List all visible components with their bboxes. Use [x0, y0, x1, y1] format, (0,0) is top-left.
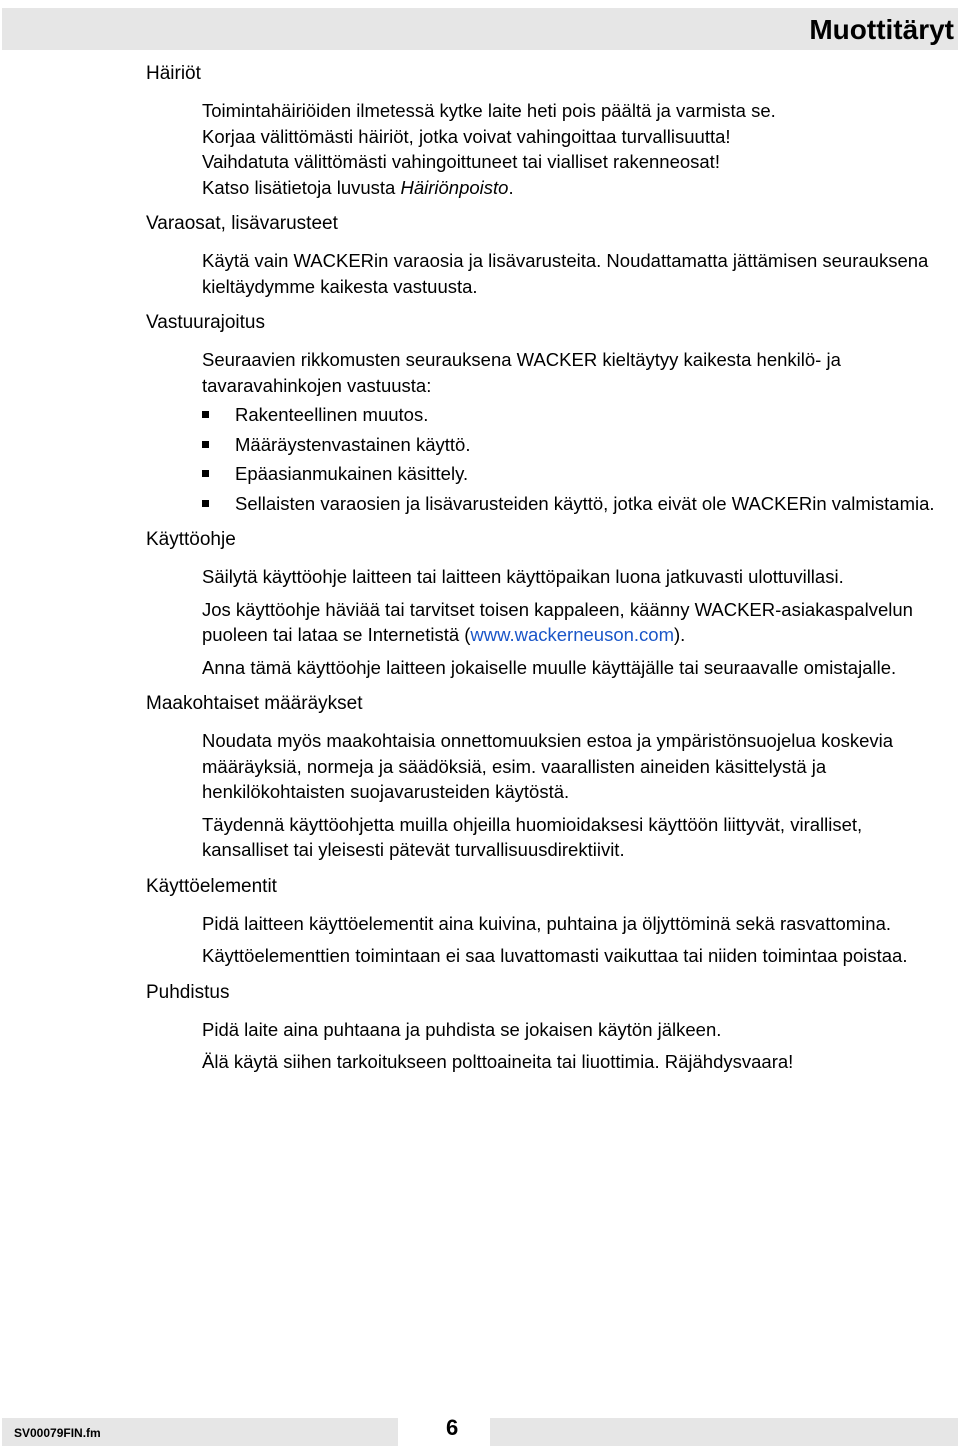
website-link[interactable]: www.wackerneuson.com [470, 624, 675, 645]
list-item [202, 491, 950, 517]
section-title-varaosat: Varaosat, lisävarusteet [146, 213, 338, 234]
list-item [202, 461, 950, 487]
text-span: Jos käyttöohje häviää tai tarvitset toisen kappaleen, käänny WACKER-asiakaspalvelun puoleen tai lataa se Internetistä ( [202, 598, 913, 645]
list-item-text: Epäasianmukainen käsittely. [235, 463, 469, 484]
text-span: . [508, 176, 514, 198]
text-span: Katso lisätietoja luvusta [202, 176, 401, 198]
page-number: 6 [446, 1415, 459, 1440]
section-title-maakohtaiset: Maakohtaiset määräykset [146, 693, 363, 714]
paragraph: Noudata myös maakohtaisia onnettomuuksien estoa ja ympäristönsuojelua koskevia määräyksiä, normeja ja säädöksiä, esim. vaarallisten aineiden käsittelystä ja henkilökohtaisten suojavarusteiden käytöstä. [202, 730, 894, 802]
section-title-kayttoohje: Käyttöohje [146, 529, 236, 550]
section-title-hairiot: Häiriöt [146, 63, 201, 84]
footer-bar-right [490, 1418, 958, 1446]
list-item-text: Rakenteellinen muutos. [235, 404, 429, 425]
chapter-reference-link[interactable]: Häiriönpoisto [400, 176, 509, 198]
page-title: Muottitäryt [809, 14, 954, 45]
paragraph: Vaihdatuta välittömästi vahingoittuneet tai vialliset rakenneosat! [202, 151, 720, 172]
paragraph: Toimintahäiriöiden ilmetessä kytke laite heti pois päältä ja varmista se. [202, 100, 776, 121]
paragraph: Käytä vain WACKERin varaosia ja lisävarusteita. Noudattamatta jättämisen seurauksena kieltäydymme kaikesta vastuusta. [202, 250, 929, 297]
section-title-vastuurajoitus: Vastuurajoitus [146, 312, 265, 333]
paragraph: Pidä laitteen käyttöelementit aina kuivina, puhtaina ja öljyttöminä sekä rasvattomina. [202, 912, 891, 934]
bullet-square-icon [202, 402, 235, 428]
page-content [0, 60, 960, 1082]
paragraph: Pidä laite aina puhtaana ja puhdista se jokaisen käytön jälkeen. [202, 1018, 722, 1040]
bullet-square-icon [202, 491, 235, 517]
list-item [202, 402, 950, 428]
list-item [202, 432, 950, 458]
bullet-square-icon [202, 432, 235, 458]
bullet-list [202, 402, 950, 516]
section-title-kayttoelementit: Käyttöelementit [146, 875, 277, 897]
bullet-square-icon [202, 461, 235, 487]
paragraph: Käyttöelementtien toimintaan ei saa luvattomasti vaikuttaa tai niiden toimintaa poistaa. [202, 945, 908, 966]
paragraph [202, 175, 950, 201]
paragraph: Älä käytä siihen tarkoitukseen polttoaineita tai liuottimia. Räjähdysvaara! [202, 1051, 794, 1072]
list-item-text: Määräystenvastainen käyttö. [235, 433, 471, 455]
section-title-puhdistus: Puhdistus [146, 981, 230, 1003]
paragraph: Säilytä käyttöohje laitteen tai laitteen käyttöpaikan luona jatkuvasti ulottuvillasi. [202, 566, 844, 587]
paragraph [202, 597, 950, 648]
list-item-text: Sellaisten varaosien ja lisävarusteiden käyttö, jotka eivät ole WACKERin valmistamia. [235, 492, 935, 514]
paragraph: Anna tämä käyttöohje laitteen jokaiselle muulle käyttäjälle tai seuraavalle omistajalle. [202, 656, 897, 678]
paragraph: Seuraavien rikkomusten seurauksena WACKER kieltäytyy kaikesta henkilö- ja tavaravahinkojen vastuusta: [202, 349, 841, 396]
paragraph: Korjaa välittömästi häiriöt, jotka voivat vahingoittaa turvallisuutta! [202, 125, 731, 147]
paragraph: Täydennä käyttöohjetta muilla ohjeilla huomioidaksesi käyttöön liittyvät, viralliset, kansalliset tai yleisesti pätevät turvallisuusdirektiivit. [202, 813, 863, 860]
text-span: ). [674, 624, 686, 645]
footer-file-code: SV00079FIN.fm [14, 1426, 101, 1440]
